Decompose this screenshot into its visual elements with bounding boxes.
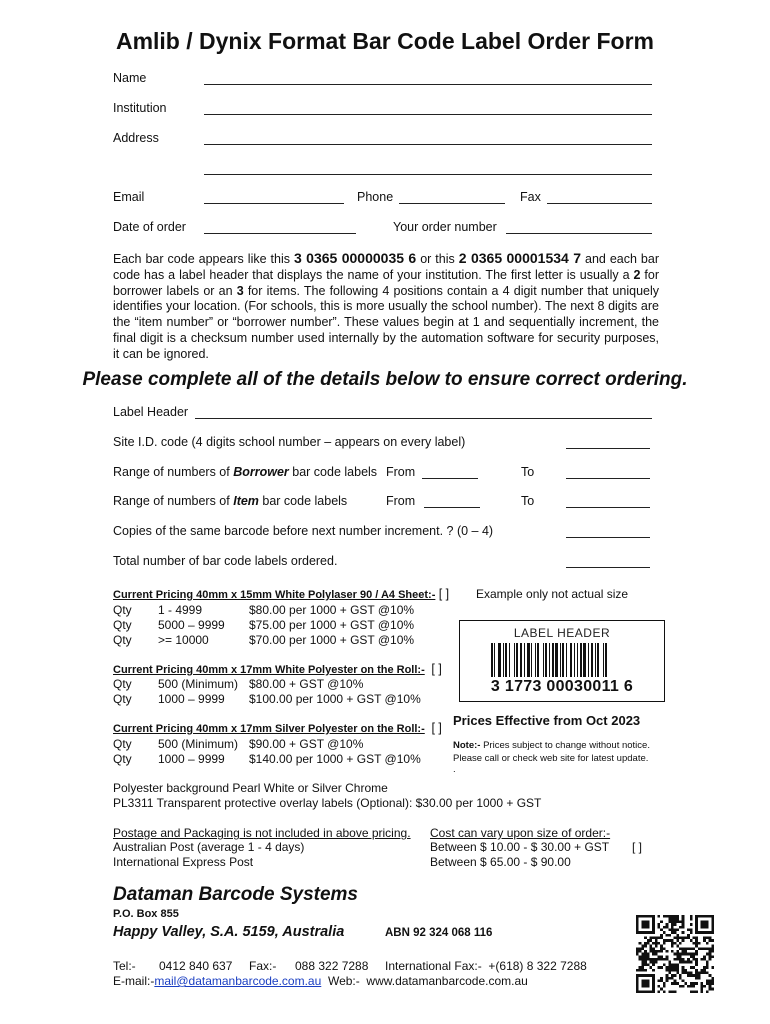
barcode-bars — [491, 643, 635, 677]
email-label: Email — [113, 190, 145, 204]
fax-field[interactable] — [547, 203, 652, 204]
instructions-heading: Please complete all of the details below to ensure correct ordering. — [82, 369, 688, 390]
borrower-from-field[interactable] — [422, 478, 478, 479]
date-of-order-label: Date of order — [113, 220, 186, 234]
table-row: Qty — [113, 603, 132, 617]
table-row: Qty — [113, 633, 132, 647]
order-number-field[interactable] — [506, 233, 652, 234]
site-id-field[interactable] — [566, 448, 650, 449]
intl-fax: International Fax:- +(618) 8 322 7288 — [385, 959, 587, 973]
example-barcode-number: 3 1773 00030011 6 — [490, 678, 634, 695]
borrower-to-field[interactable] — [566, 478, 650, 479]
barcode-bar — [516, 643, 518, 677]
table-cell: $80.00 + GST @10% — [249, 677, 364, 691]
phone-label: Phone — [357, 190, 394, 204]
company-name: Dataman Barcode Systems — [113, 884, 358, 905]
web-link[interactable]: www.datamanbarcode.com.au — [366, 974, 528, 988]
barcode-bar — [566, 643, 567, 677]
sheet-pricing-checkbox[interactable]: [ ] — [438, 587, 450, 601]
label-header-label: Label Header — [113, 405, 189, 419]
example-code-1: 3 0365 00000035 6 — [293, 250, 417, 266]
example-label-header: LABEL HEADER — [513, 626, 611, 640]
address-label: Address — [113, 131, 159, 145]
barcode-bar — [531, 643, 532, 677]
table-cell: $70.00 per 1000 + GST @10% — [249, 633, 415, 647]
barcode-bar — [570, 643, 572, 677]
institution-field[interactable] — [204, 114, 652, 115]
table-row: Qty — [113, 692, 132, 706]
barcode-bar — [491, 643, 493, 677]
table-cell: 1000 – 9999 — [158, 752, 225, 766]
fax-label-footer: Fax:- — [249, 959, 277, 973]
email-field[interactable] — [204, 203, 344, 204]
barcode-bar — [498, 643, 501, 677]
barcode-description: Each bar code appears like this 3 0365 00000035 6 or this 2 0365 00001534 7 and each bar code has a label header that displays the name of your institution. The first letter is usually a 2 for borrower labels or an 3 for items. The following 4 positions contain a 4 digit number that uniquely identifies your location. (For schools, this is more usually the school number). The next 8 digits are the “item number” or “borrower number”. These values begin at 1 and sequentially increment, the final digit is a checksum number used internally by the automation software for security purposes, it can be ignored. — [113, 250, 660, 361]
example-code-2: 2 0365 00001534 7 — [458, 250, 581, 266]
phone-field[interactable] — [399, 203, 505, 204]
item-from-field[interactable] — [424, 507, 480, 508]
name-field[interactable] — [204, 84, 652, 85]
table-cell: $75.00 per 1000 + GST @10% — [249, 618, 415, 632]
name-label: Name — [113, 71, 147, 85]
barcode-bar — [524, 643, 525, 677]
date-of-order-field[interactable] — [204, 233, 356, 234]
qr-code-icon — [636, 914, 714, 994]
barcode-bar — [577, 643, 578, 677]
roll-pricing-section — [113, 662, 442, 676]
barcode-bar — [520, 643, 522, 677]
table-cell: >= 10000 — [158, 633, 209, 647]
barcode-bar — [583, 643, 586, 677]
silver-pricing-heading: Current Pricing 40mm x 17mm Silver Polyester on the Roll:- — [113, 723, 425, 735]
table-cell: $140.00 per 1000 + GST @10% — [249, 752, 421, 766]
table-cell: 500 (Minimum) — [158, 737, 239, 751]
postage-intl-cost: Between $ 65.00 - $ 90.00 — [430, 855, 571, 869]
fax-value: 088 322 7288 — [295, 959, 369, 973]
prices-effective: Prices Effective from Oct 2023 — [453, 713, 641, 728]
table-cell: 1 - 4999 — [158, 603, 203, 617]
barcode-bar — [588, 643, 589, 677]
roll-pricing-checkbox[interactable]: [ ] — [431, 662, 442, 676]
table-row: Qty — [113, 618, 132, 632]
barcode-bar — [605, 643, 607, 677]
label-header-field[interactable] — [195, 418, 652, 419]
overlay-note: PL3311 Transparent protective overlay labels (Optional): $30.00 per 1000 + GST — [113, 796, 542, 810]
price-note: Note:- Prices subject to change without notice. — [453, 740, 650, 751]
price-note-dot: . — [453, 764, 456, 775]
barcode-bar — [545, 643, 547, 677]
item-from-label: From — [386, 494, 416, 508]
example-caption: Example only not actual size — [476, 587, 629, 601]
address-field-line2[interactable] — [204, 174, 652, 175]
borrower-from-label: From — [386, 465, 416, 479]
table-row: Qty — [113, 752, 132, 766]
price-note-line2: Please call or check web site for latest update. — [453, 753, 649, 764]
company-po-box: P.O. Box 855 — [113, 908, 179, 920]
barcode-bar — [591, 643, 593, 677]
order-number-label: Your order number — [393, 220, 497, 234]
total-labels-field[interactable] — [566, 567, 650, 568]
barcode-bar — [505, 643, 507, 677]
borrower-to-label: To — [521, 465, 535, 479]
sheet-pricing-section — [113, 587, 449, 601]
roll-pricing-heading: Current Pricing 40mm x 17mm White Polyester on the Roll:- — [113, 664, 425, 676]
item-to-label: To — [521, 494, 535, 508]
barcode-bar — [535, 643, 536, 677]
barcode-bar — [494, 643, 495, 677]
barcode-bar — [549, 643, 550, 677]
email-footer: E-mail:-mail@datamanbarcode.com.au Web:- www.datamanbarcode.com.au — [113, 974, 528, 988]
table-cell: $100.00 per 1000 + GST @10% — [249, 692, 421, 706]
table-cell: $80.00 per 1000 + GST @10% — [249, 603, 415, 617]
item-range-label: Range of numbers of Item bar code labels — [113, 494, 348, 508]
barcode-bar — [543, 643, 544, 677]
borrower-range-label: Range of numbers of Borrower bar code labels — [113, 465, 378, 479]
fax-label: Fax — [520, 190, 541, 204]
institution-label: Institution — [113, 101, 167, 115]
polyester-note: Polyester background Pearl White or Silver Chrome — [113, 781, 388, 795]
barcode-bar — [574, 643, 575, 677]
copies-field[interactable] — [566, 537, 650, 538]
table-cell: 1000 – 9999 — [158, 692, 225, 706]
total-labels-label: Total number of bar code labels ordered. — [113, 554, 338, 568]
postage-intl: International Express Post — [113, 855, 254, 869]
example-barcode-label — [459, 620, 665, 702]
barcode-bar — [552, 643, 554, 677]
tel-value: 0412 840 637 — [159, 959, 233, 973]
barcode-bar — [509, 643, 510, 677]
barcode-bar — [503, 643, 504, 677]
table-row: Qty — [113, 677, 132, 691]
table-cell: 500 (Minimum) — [158, 677, 239, 691]
company-address: Happy Valley, S.A. 5159, Australia — [113, 924, 345, 940]
postage-checkbox[interactable]: [ ] — [632, 840, 643, 854]
silver-pricing-checkbox[interactable]: [ ] — [431, 721, 442, 735]
table-row: Qty — [113, 737, 132, 751]
tel-label: Tel:- — [113, 959, 136, 973]
table-cell: 5000 – 9999 — [158, 618, 225, 632]
barcode-bar — [560, 643, 561, 677]
postage-au-cost: Between $ 10.00 - $ 30.00 + GST — [430, 840, 610, 854]
copies-label: Copies of the same barcode before next number increment. ? (0 – 4) — [113, 524, 494, 538]
site-id-label: Site I.D. code (4 digits school number – appears on every label) — [113, 435, 466, 449]
barcode-bar — [514, 643, 515, 677]
page-title: Amlib / Dynix Format Bar Code Label Order Form — [115, 28, 655, 54]
silver-pricing-section — [113, 721, 442, 735]
barcode-bar — [580, 643, 582, 677]
table-cell: $90.00 + GST @10% — [249, 737, 364, 751]
barcode-bar — [537, 643, 539, 677]
barcode-bar — [527, 643, 530, 677]
barcode-bar — [597, 643, 599, 677]
email-link[interactable]: mail@datamanbarcode.com.au — [154, 974, 322, 988]
postage-cost-heading: Cost can vary upon size of order:- — [430, 826, 611, 840]
barcode-bar — [595, 643, 596, 677]
postage-au: Australian Post (average 1 - 4 days) — [113, 840, 305, 854]
address-field-line1[interactable] — [204, 144, 652, 145]
barcode-bar — [603, 643, 604, 677]
company-abn: ABN 92 324 068 116 — [385, 927, 493, 939]
item-to-field[interactable] — [566, 507, 650, 508]
postage-heading: Postage and Packaging is not included in above pricing. — [113, 826, 411, 840]
barcode-bar — [562, 643, 564, 677]
barcode-bar — [555, 643, 558, 677]
sheet-pricing-heading: Current Pricing 40mm x 15mm White Polylaser 90 / A4 Sheet:- — [113, 589, 436, 601]
